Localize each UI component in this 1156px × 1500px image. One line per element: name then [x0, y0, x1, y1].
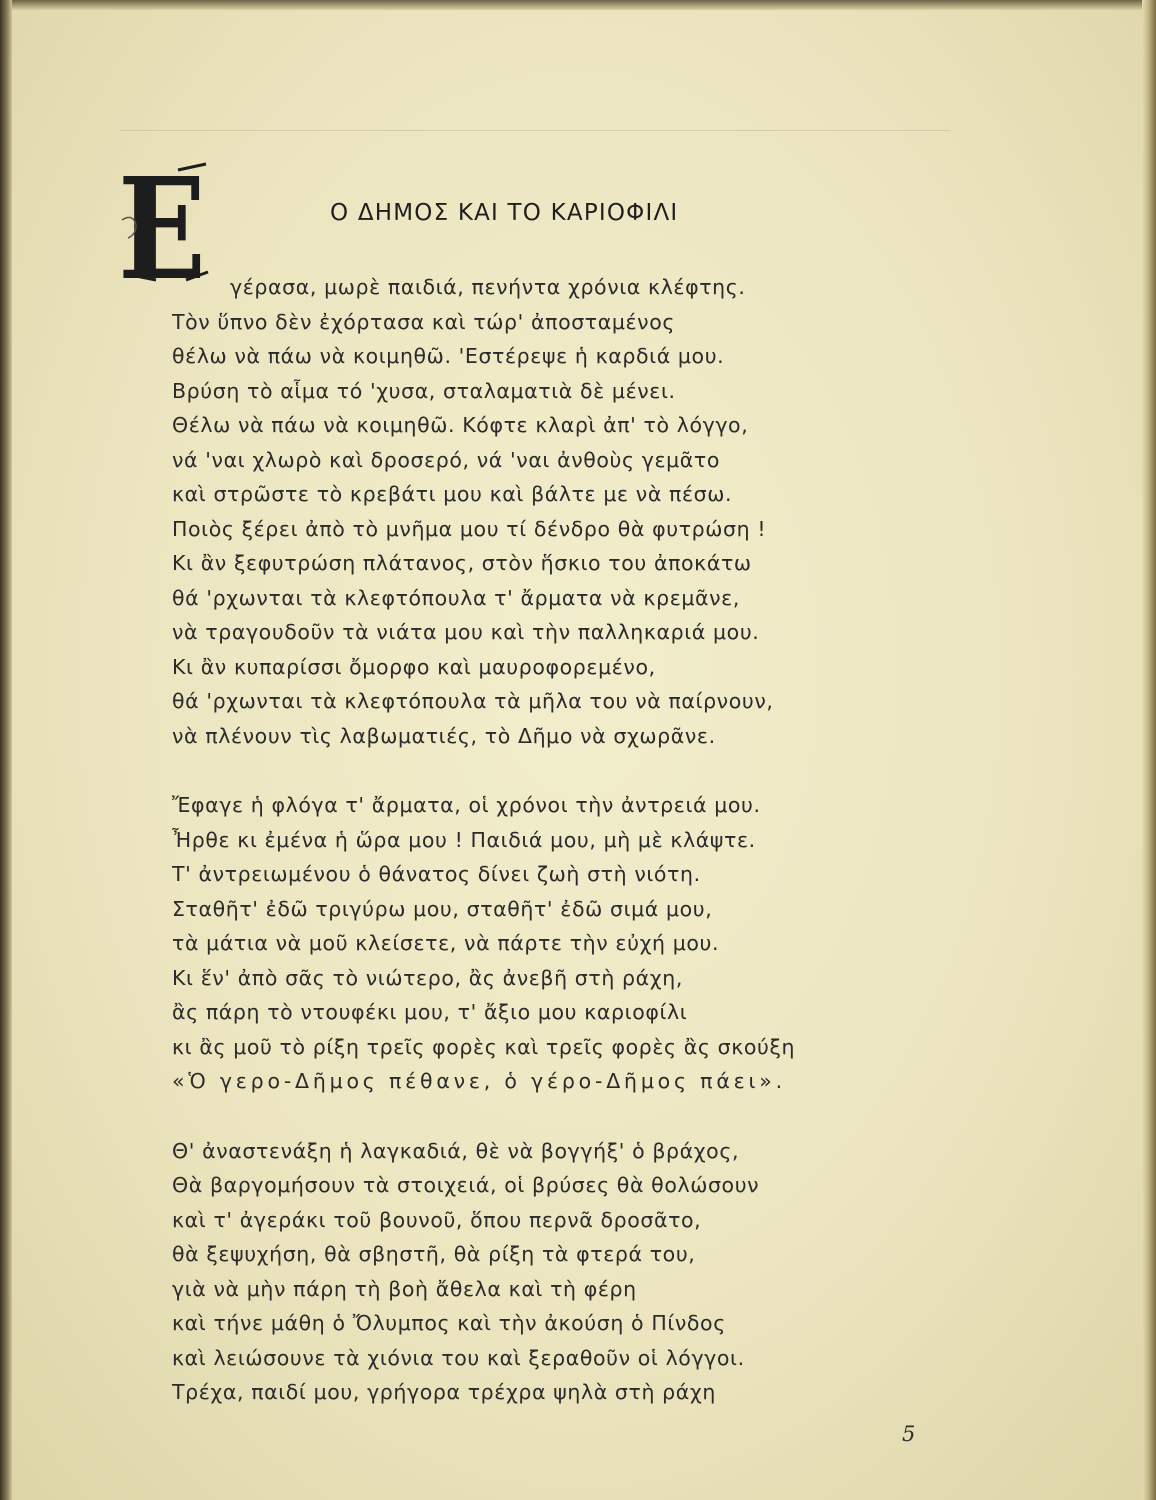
poem-line: κι ἂς μοῦ τὸ ρίξη τρεῖς φορὲς καὶ τρεῖς φορὲς ἂς σκούξη: [172, 1034, 796, 1059]
stanza-3: [172, 1134, 952, 1410]
poem-line: Ἔφαγε ἡ φλόγα τ' ἄρματα, οἱ χρόνοι τὴν ἀντρειά μου.: [172, 793, 761, 817]
poem-line: καὶ λειώσουνε τὰ χιόνια του καὶ ξεραθοῦν οἱ λόγγοι.: [172, 1345, 745, 1370]
stanza-gap: [172, 1099, 952, 1134]
poem-body: [172, 270, 952, 1410]
poem-line: γιὰ νὰ μὴν πάρη τὴ βοὴ ἄθελα καὶ τὴ φέρη: [172, 1276, 637, 1301]
poem-line: θὰ ξεψυχήση, θὰ σβηστῆ, θὰ ρίξη τὰ φτερά του,: [172, 1242, 696, 1266]
poem-line: νὰ πλένουν τὶς λαβωματιές, τὸ Δῆμο νὰ σχωρᾶνε.: [172, 723, 716, 748]
stanza-2: [172, 788, 952, 1099]
poem-line: Θέλω νὰ πάω νὰ κοιμηθῶ. Κόφτε κλαρὶ ἀπ' τὸ λόγγο,: [172, 413, 749, 437]
poem-line: γέρασα, μωρὲ παιδιά, πενήντα χρόνια κλέφτης.: [230, 275, 746, 299]
poem-line: Ἦρθε κι ἐμένα ἡ ὥρα μου ! Παιδιά μου, μὴ μὲ κλάψτε.: [172, 827, 756, 852]
poem-line: τὰ μάτια νὰ μοῦ κλείσετε, νὰ πάρτε τὴν εὐχή μου.: [172, 931, 720, 955]
poem-line: Σταθῆτ' ἐδῶ τριγύρω μου, σταθῆτ' ἐδῶ σιμά μου,: [172, 896, 713, 921]
stanza-1: [172, 270, 952, 753]
stanza-gap: [172, 753, 952, 788]
poem-line: Κι ἂν ξεφυτρώση πλάτανος, στὸν ἥσκιο του ἀποκάτω: [172, 551, 752, 575]
poem-line: «Ὁ γερο-Δῆμος πέθανε, ὁ γέρο-Δῆμος πάει».: [172, 1069, 786, 1093]
poem-line: καὶ στρῶστε τὸ κρεβάτι μου καὶ βάλτε με νὰ πέσω.: [172, 482, 733, 506]
page-number: 5: [902, 1422, 916, 1446]
page-binding-edge: [0, 0, 12, 1500]
poem-line: νά 'ναι χλωρὸ καὶ δροσερό, νά 'ναι ἀνθοὺς γεμᾶτο: [172, 447, 720, 472]
poem-line: καὶ τ' ἀγεράκι τοῦ βουνοῦ, ὅπου περνᾶ δροσᾶτο,: [172, 1207, 702, 1232]
poem-line: Τρέχα, παιδί μου, γρήγορα τρέχρα ψηλὰ στὴ ράχη: [172, 1380, 716, 1404]
poem-line: θά 'ρχωνται τὰ κλεφτόπουλα τὰ μῆλα του νὰ παίρνουν,: [172, 689, 774, 713]
poem-line: Κι ἕν' ἀπὸ σᾶς τὸ νιώτερο, ἂς ἀνεβῆ στὴ ράχη,: [172, 965, 683, 990]
poem-line: νὰ τραγουδοῦν τὰ νιάτα μου καὶ τὴν παλληκαριά μου.: [172, 620, 760, 644]
poem-title: Ο ΔΗΜΟΣ ΚΑΙ ΤΟ ΚΑΡΙΟΦΙΛΙ: [330, 200, 679, 226]
svg-text:Ε: Ε: [118, 160, 206, 290]
page-top-edge: [0, 0, 1156, 10]
poem-line: καὶ τήνε μάθη ὁ Ὄλυμπος καὶ τὴν ἀκούση ὁ Πίνδος: [172, 1311, 726, 1335]
poem-line: Βρύση τὸ αἷμα τό 'χυσα, σταλαματιὰ δὲ μένει.: [172, 378, 676, 403]
poem-line: Θ' ἀναστενάξη ἡ λαγκαδιά, θὲ νὰ βογγήξ' ὁ βράχος,: [172, 1138, 740, 1163]
bleed-through-text: [120, 88, 950, 122]
poem-line: Κι ἂν κυπαρίσσι ὄμορφο καὶ μαυροφορεμένο,: [172, 654, 656, 679]
poem-line: Τὸν ὕπνο δὲν ἐχόρτασα καὶ τώρ' ἀποσταμένος: [172, 309, 676, 334]
poem-line: ἂς πάρη τὸ ντουφέκι μου, τ' ἄξιο μου καριοφίλι: [172, 1000, 688, 1024]
poem-line: θέλω νὰ πάω νὰ κοιμηθῶ. 'Εστέρεψε ἡ καρδιά μου.: [172, 344, 725, 368]
bleed-through-rule: [120, 130, 950, 131]
poem-line: Θὰ βαργομήσουν τὰ στοιχειά, οἱ βρύσες θὰ θολώσουν: [172, 1173, 760, 1197]
poem-line: Ποιὸς ξέρει ἀπὸ τὸ μνῆμα μου τί δένδρο θὰ φυτρώση !: [172, 516, 767, 541]
page-right-edge: [1142, 0, 1156, 1500]
poem-line: Τ' ἀντρειωμένου ὁ θάνατος δίνει ζωὴ στὴ νιότη.: [172, 862, 701, 886]
poem-line: θά 'ρχωνται τὰ κλεφτόπουλα τ' ἄρματα νὰ κρεμᾶνε,: [172, 585, 740, 610]
